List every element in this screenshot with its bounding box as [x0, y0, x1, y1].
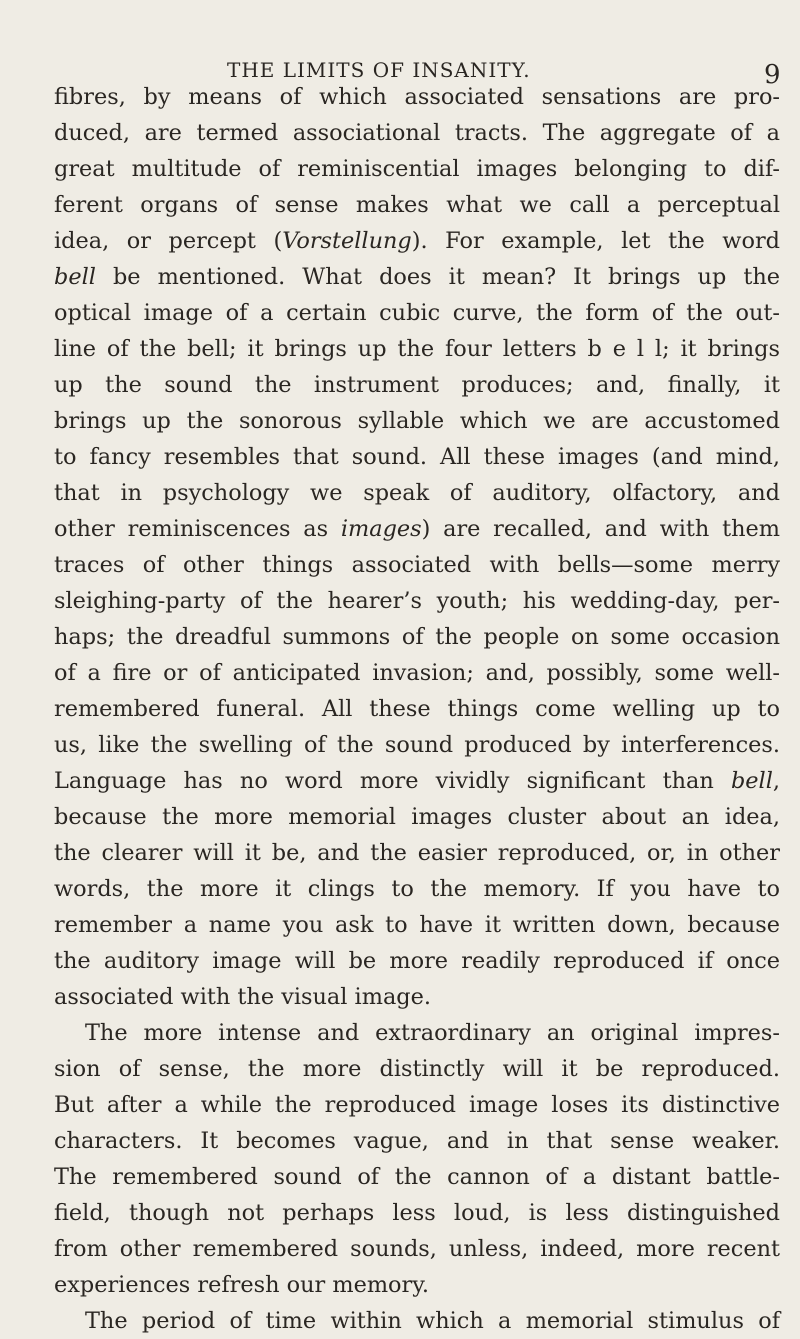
- text-line: ferent organs of sense makes what we call a perceptual: [54, 192, 780, 218]
- text-line: sleighing-party of the hearer’s youth; his wedding-day, per-: [54, 588, 780, 614]
- text-line: words, the more it clings to the memory. If you have to: [54, 876, 780, 902]
- text-line: us, like the swelling of the sound produced by interferences.: [54, 732, 780, 758]
- text-line: the clearer will it be, and the easier reproduced, or, in other: [54, 840, 780, 866]
- text-line: other reminiscences as images) are recalled, and with them: [54, 516, 780, 542]
- text-line: because the more memorial images cluster about an idea,: [54, 804, 780, 830]
- text-line: associated with the visual image.: [54, 984, 432, 1010]
- text-line: brings up the sonorous syllable which we are accustomed: [54, 408, 780, 434]
- text-line: that in psychology we speak of auditory, olfactory, and: [54, 480, 780, 506]
- page-number: 9: [764, 60, 781, 90]
- text-line: optical image of a certain cubic curve, the form of the out-: [54, 300, 780, 326]
- text-line: Language has no word more vividly significant than bell,: [54, 768, 780, 794]
- text-line: idea, or percept (Vorstellung). For example, let the word: [54, 228, 780, 254]
- text-line: But after a while the reproduced image loses its distinctive: [54, 1092, 780, 1118]
- text-line: The more intense and extraordinary an original impres-: [85, 1020, 780, 1046]
- text-line: field, though not perhaps less loud, is less distinguished: [54, 1200, 780, 1226]
- text-line: experiences refresh our memory.: [54, 1272, 430, 1298]
- text-line: to fancy resembles that sound. All these images (and mind,: [54, 444, 780, 470]
- text-line: great multitude of reminiscential images belonging to dif-: [54, 156, 780, 182]
- text-line: fibres, by means of which associated sensations are pro-: [54, 84, 780, 110]
- text-line: remembered funeral. All these things come welling up to: [54, 696, 780, 722]
- text-line: haps; the dreadful summons of the people on some occasion: [54, 624, 780, 650]
- text-line: The period of time within which a memorial stimulus of: [85, 1308, 780, 1334]
- text-line: sion of sense, the more distinctly will it be reproduced.: [54, 1056, 780, 1082]
- text-line: traces of other things associated with bells—some merry: [54, 552, 780, 578]
- text-line: up the sound the instrument produces; and, finally, it: [54, 372, 780, 398]
- text-line: from other remembered sounds, unless, indeed, more recent: [54, 1236, 780, 1262]
- text-line: characters. It becomes vague, and in that sense weaker.: [54, 1128, 780, 1154]
- text-line: The remembered sound of the cannon of a distant battle-: [54, 1164, 780, 1190]
- text-line: of a fire or of anticipated invasion; and, possibly, some well-: [54, 660, 780, 686]
- text-line: the auditory image will be more readily reproduced if once: [54, 948, 780, 974]
- text-line: remember a name you ask to have it written down, because: [54, 912, 780, 938]
- text-line: bell be mentioned. What does it mean? It brings up the: [54, 264, 780, 290]
- running-head: THE LIMITS OF INSANITY.: [227, 58, 531, 82]
- text-line: duced, are termed associational tracts. The aggregate of a: [54, 120, 780, 146]
- text-line: line of the bell; it brings up the four letters b e l l; it brings: [54, 336, 780, 362]
